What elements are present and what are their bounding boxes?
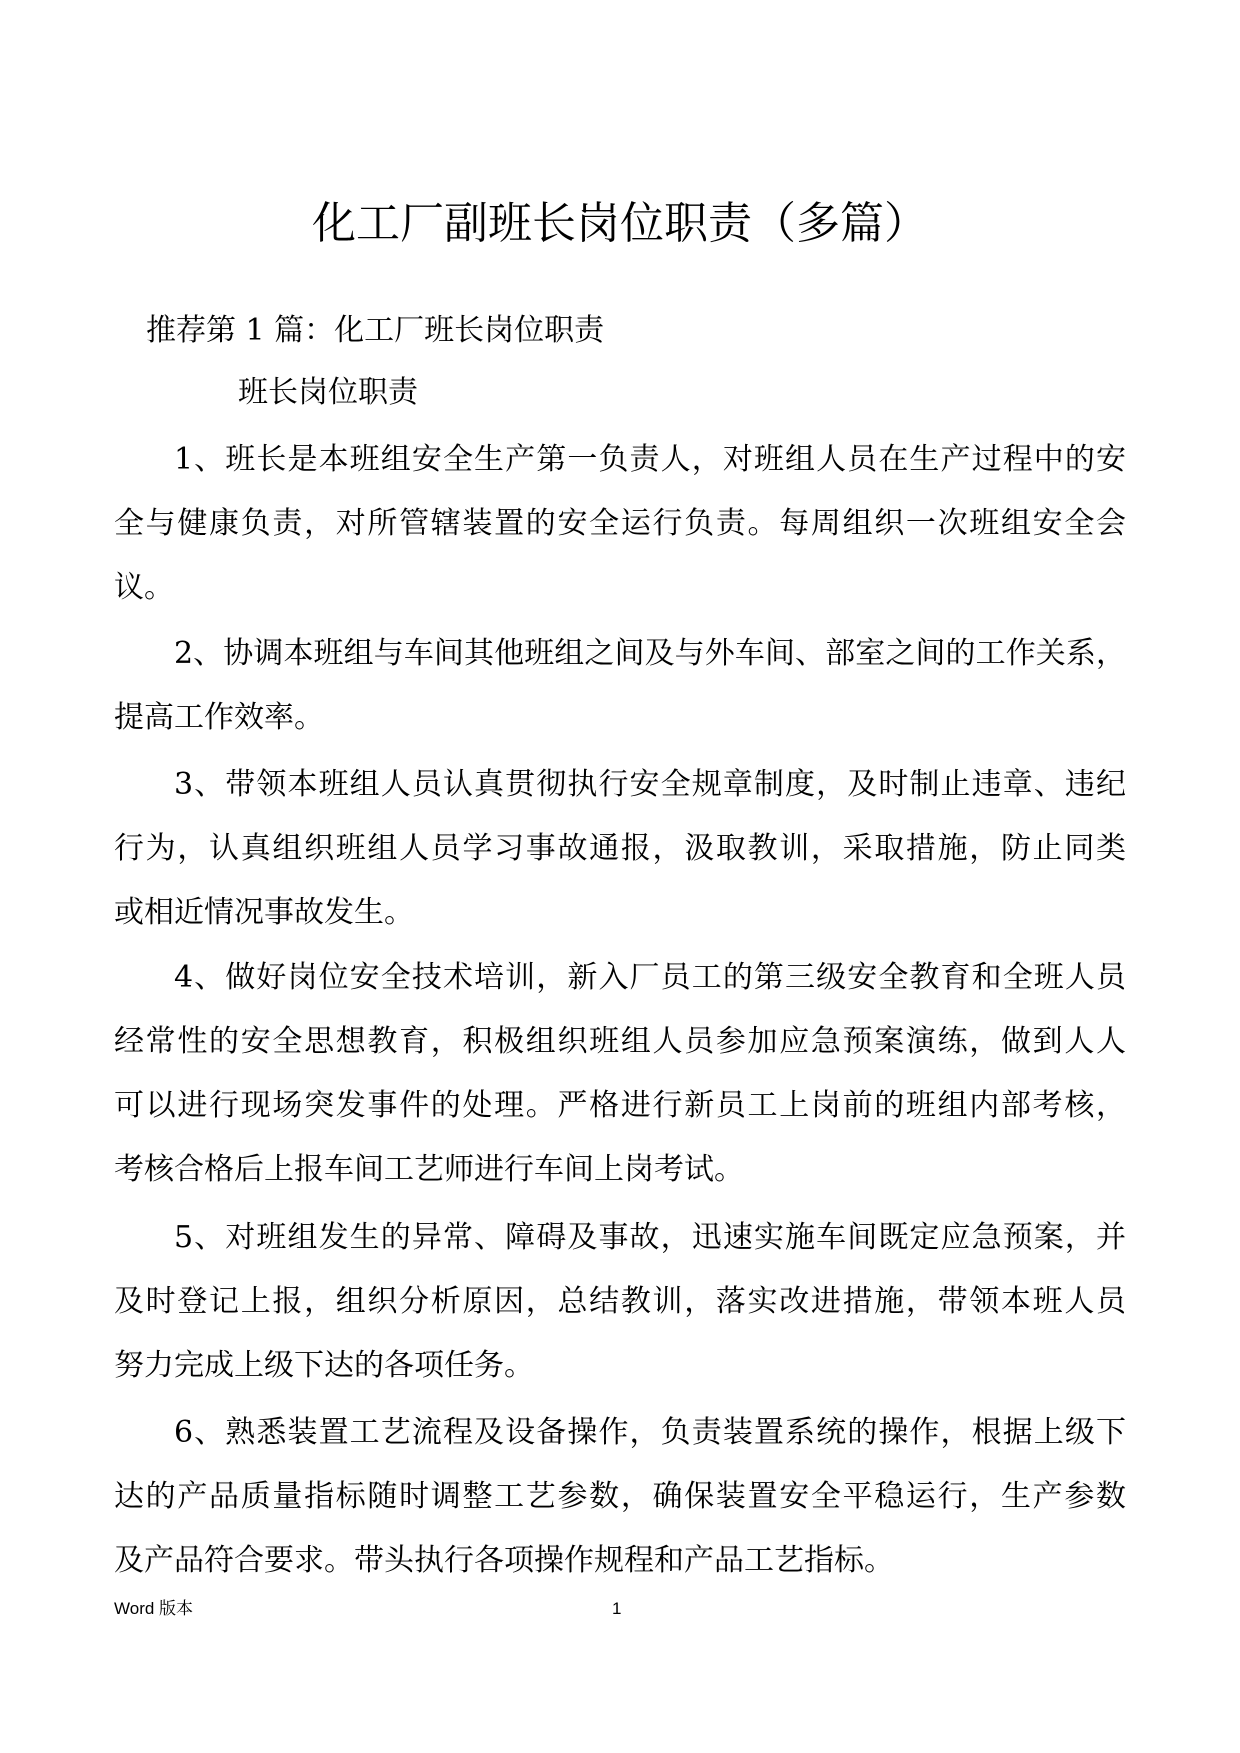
paragraph-line: 议。 [114,570,174,605]
paragraph-line: 4、做好岗位安全技术培训，新入厂员工的第三级安全教育和全班人员 [174,960,1126,995]
paragraph-line: 行为，认真组织班组人员学习事故通报，汲取教训，采取措施，防止同类 [114,831,1126,866]
paragraph-line: 或相近情况事故发生。 [114,895,414,930]
paragraph-line: 5、对班组发生的异常、障碍及事故，迅速实施车间既定应急预案，并 [174,1220,1126,1255]
duty-paragraph-5 [114,1206,1126,1398]
paragraph-line: 经常性的安全思想教育，积极组织班组人员参加应急预案演练，做到人人 [114,1024,1126,1059]
duty-paragraph-2 [114,622,1126,750]
paragraph-line: 及时登记上报，组织分析原因，总结教训，落实改进措施，带领本班人员 [114,1284,1126,1319]
paragraph-line: 提高工作效率。 [114,700,324,735]
paragraph-line: 全与健康负责，对所管辖装置的安全运行负责。每周组织一次班组安全会 [114,506,1126,541]
paragraph-line: 6、熟悉装置工艺流程及设备操作，负责装置系统的操作，根据上级下 [174,1415,1126,1450]
duty-paragraph-3 [114,753,1126,945]
paragraph-line: 及产品符合要求。带头执行各项操作规程和产品工艺指标。 [114,1543,894,1578]
duty-paragraph-6 [114,1401,1126,1593]
footer-page-number: 1 [612,1599,622,1618]
paragraph-line: 2、协调本班组与车间其他班组之间及与外车间、部室之间的工作关系， [174,636,1126,671]
duty-paragraph-1 [114,428,1126,620]
paragraph-line: 可以进行现场突发事件的处理。严格进行新员工上岗前的班组内部考核， [114,1088,1126,1123]
paragraph-line: 3、带领本班组人员认真贯彻执行安全规章制度，及时制止违章、违纪 [174,767,1126,802]
paragraph-line: 1、班长是本班组安全生产第一负责人，对班组人员在生产过程中的安 [174,442,1126,477]
section-heading: 班长岗位职责 [238,375,418,410]
duty-paragraph-4 [114,946,1126,1202]
paragraph-line: 考核合格后上报车间工艺师进行车间上岗考试。 [114,1152,744,1187]
footer-version-label: Word 版本 [114,1599,194,1618]
document-title: 化工厂副班长岗位职责（多篇） [312,198,928,249]
article-subtitle: 推荐第 1 篇：化工厂班长岗位职责 [146,313,605,348]
paragraph-line: 达的产品质量指标随时调整工艺参数，确保装置安全平稳运行，生产参数 [114,1479,1126,1514]
paragraph-line: 努力完成上级下达的各项任务。 [114,1348,534,1383]
